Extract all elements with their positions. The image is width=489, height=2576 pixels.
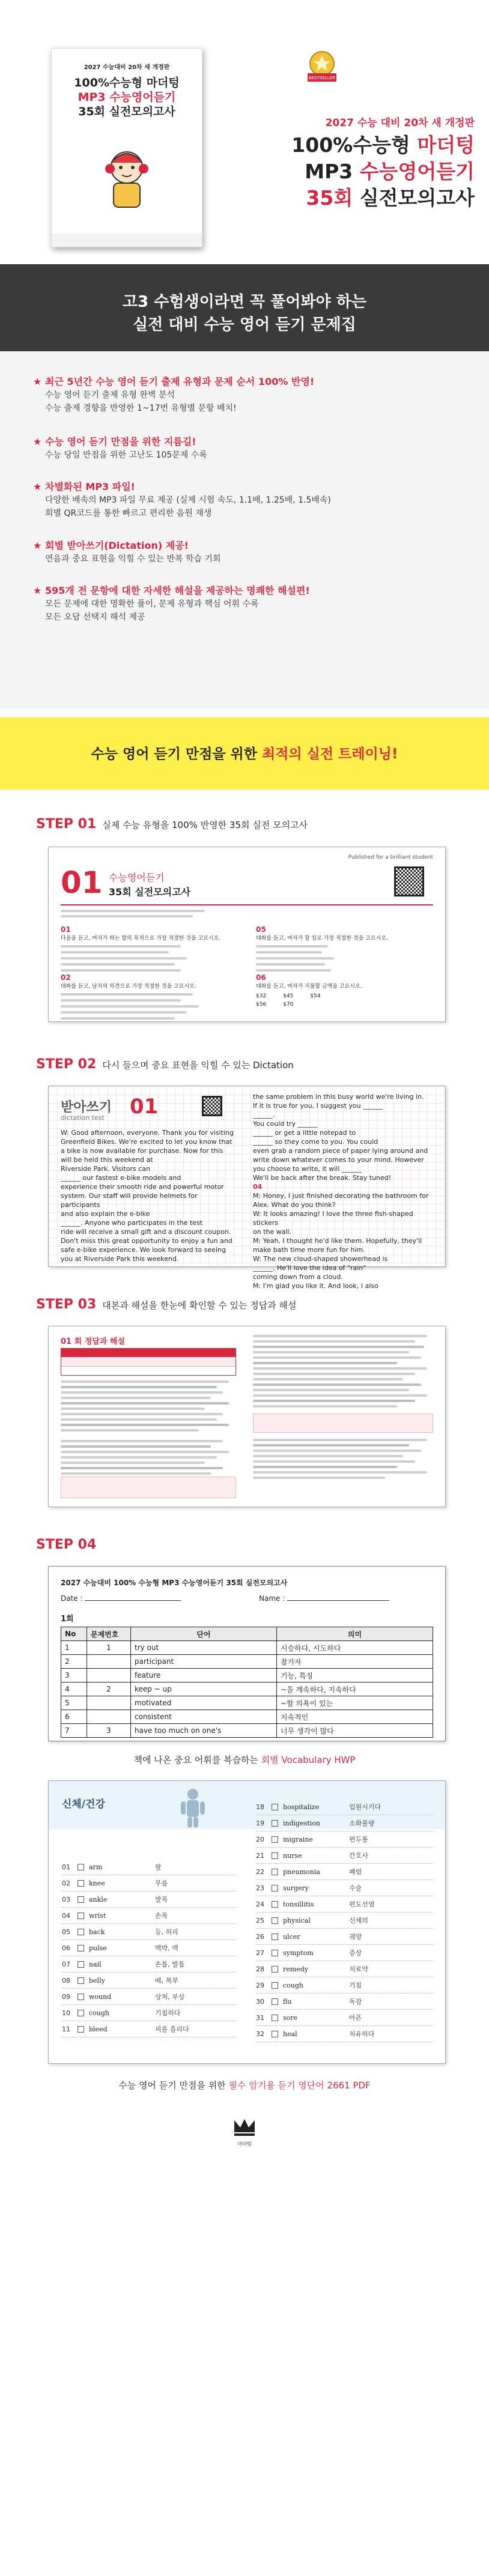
table-row: 5 motivated ~할 의욕이 있는: [61, 1696, 433, 1710]
wordlist-pdf-page: [48, 1780, 446, 2064]
step-text: 실제 수능 유형을 100% 반영한 35회 실전 모의고사: [102, 820, 308, 830]
step-heading: [36, 1057, 469, 1072]
table-row: 7 3 have too much on one's 너무 생각이 많다: [61, 1724, 433, 1738]
list-item: 06 pulse 맥박, 맥: [62, 1940, 236, 1956]
word-list-right: [256, 1799, 433, 2042]
intro-section: [0, 264, 489, 709]
list-item: 26 ulcer 궤양: [256, 1929, 433, 1945]
question-01: 01 다음을 듣고, 여자가 하는 말의 목적으로 가장 적절한 것을 고르시오.: [61, 925, 235, 972]
published-note: Published for a brilliant student: [348, 854, 433, 860]
list-item: 02 knee 무릎: [62, 1875, 236, 1891]
feature-item: [33, 480, 466, 520]
feature-title: ★ 회별 받아쓰기(Dictation) 제공!: [33, 539, 466, 552]
list-item: 08 belly 배, 복부: [62, 1973, 236, 1989]
dictation-right-column: the same problem in this busy world we're living in. If it is true for you, I suggest you ______ ______. You could try ______ ______ or get a little notepad to ______ so they come to you. You could even grab a random piece of paper lying around and write down whatever comes to your mind. However you choose to write, it will ______ We'll be back after the break. Stay tuned! 04 M: Honey, I just finished decorating the bathroom for Alex. What do you think? W: It looks amazing! I love the three fish-shaped stickers on the wall. M: Yeah, I thought he'd like them. Hopefully, they'll make bath time more fun for him. W: The new cloud-shaped showerhead is ______. He'll love the idea of "rain" coming down from a cloud. M: I'm glad you like it. And look, I also: [253, 1093, 429, 1290]
tagline-text: 수능 영어 듣기 만점을 위한 최적의 실전 트레이닝!: [91, 746, 398, 762]
pdf-category: 신체/건강: [62, 1798, 105, 1810]
bestseller-badge-icon: [306, 49, 338, 85]
dictation-number: 01: [130, 1095, 159, 1119]
date-field: Date :: [61, 1594, 181, 1603]
list-item: 21 nurse 간호사: [256, 1848, 433, 1864]
book-title-line2: MP3 수능영어듣기: [77, 91, 176, 104]
feature-desc: 회별 QR코드를 통한 빠르고 편리한 음원 재생: [45, 509, 212, 518]
word-list-left: [62, 1859, 236, 2037]
dictation-subtitle: dictation test: [61, 1114, 105, 1122]
list-item: 05 back 등, 허리: [62, 1924, 236, 1940]
question-06: 06 대화를 듣고, 여자가 지불할 금액을 고르시오. $32 $45 $54 $56 $70: [256, 973, 362, 1008]
feature-desc: 모든 문제에 대한 명확한 풀이, 문제 유형과 핵심 어휘 수록: [45, 599, 259, 609]
book-cover-image: [51, 48, 202, 247]
table-row: 4 2 keep ~ up ~을 계속하다, 지속하다: [61, 1683, 433, 1696]
banner-line1: 고3 수험생이라면 꼭 풀어봐야 하는: [123, 293, 366, 311]
feature-desc: 수능 영어 듣기 출제 유형 완벽 분석: [45, 390, 175, 400]
dictation-title: 받아쓰기: [61, 1100, 112, 1115]
answers-header: 01 회 정답과 해설: [61, 1337, 126, 1346]
table-row: 3 feature 기능, 특징: [61, 1669, 433, 1683]
banner-line2: 실전 대비 수능 영어 듣기 문제집: [133, 316, 356, 334]
list-item: 20 migraine 편두통: [256, 1831, 433, 1848]
feature-desc: 수능 당일 만점을 위한 고난도 105문제 수록: [45, 450, 207, 460]
book-title-line1: 100%수능형 마더텅: [74, 76, 180, 89]
hero-title: 100%수능형 마더텅 MP3 수능영어듣기 35회 실전모의고사: [291, 133, 475, 210]
qr-code-icon[interactable]: [202, 1096, 222, 1116]
step-number: STEP 02: [36, 1057, 97, 1072]
step-text: 다시 들으며 중요 표현을 익힐 수 있는 Dictation: [102, 1060, 294, 1071]
list-item: 10 cough 기침하다: [62, 2005, 236, 2021]
step-number: STEP 01: [36, 817, 97, 832]
question-05: 05 대화를 듣고, 여자가 할 일로 가장 적절한 것을 고르시오.: [256, 925, 430, 972]
qr-code-icon[interactable]: [394, 866, 424, 896]
explanation-left: [61, 1380, 235, 1480]
mascot-illustration: [97, 145, 157, 211]
step1-sample-page: [48, 847, 446, 1022]
list-item: 31 sore 아픈: [256, 2010, 433, 2026]
list-item: 18 hospitalize 입원시키다: [256, 1799, 433, 1815]
test-title-b: 35회 실전모의고사: [109, 886, 191, 898]
instructions: [61, 910, 211, 918]
list-item: 11 bleed 피를 흘리다: [62, 2021, 236, 2037]
feature-title: ★ 차별화된 MP3 파일!: [33, 480, 466, 494]
step-number: STEP 04: [36, 1537, 97, 1552]
list-item: 29 cough 기침: [256, 1977, 433, 1994]
list-item: 23 surgery 수술: [256, 1880, 433, 1896]
vocab-table: No 문제번호 단어 의미 1 1 try out 시승하다, 시도하다 2 participant 참가자 3 feature 기능, 특징 4 2 keep ~ up ~을 계속하다, 지속하다 5 motivated ~할 의욕이 있는 6 consistent 지속적인 7 3 have too much on one's 너무 생각이 많다: [61, 1627, 433, 1738]
feature-item: [33, 375, 466, 415]
test-number: 01: [61, 865, 103, 900]
list-item: 30 flu 독감: [256, 1994, 433, 2010]
feature-desc: 모든 오답 선택지 해석 제공: [45, 612, 145, 622]
step-number: STEP 03: [36, 1297, 97, 1312]
list-item: 03 ankle 발목: [62, 1891, 236, 1908]
table-row: 2 participant 참가자: [61, 1655, 433, 1669]
tagline-banner: [0, 718, 489, 790]
feature-item: [33, 584, 466, 624]
feature-desc: 연음과 중요 표현을 익힐 수 있는 반복 학습 기회: [45, 554, 221, 564]
step-heading: [36, 1297, 469, 1312]
vocab-caption: 책에 나온 중요 어휘를 복습하는 회별 Vocabulary HWP: [133, 1755, 356, 1765]
book-cover-footer: [52, 234, 202, 247]
step2-sample-page: [48, 1086, 446, 1290]
list-item: 22 pneumonia 폐렴: [256, 1864, 433, 1880]
feature-desc: 수능 출제 경향을 반영한 1~17번 유형별 문항 배치!: [45, 404, 237, 413]
explanation-right: [253, 1335, 433, 1479]
list-item: 27 symptom 증상: [256, 1945, 433, 1961]
feature-item: [33, 435, 466, 462]
round-label: 1회: [61, 1615, 74, 1624]
book-edition-tag: 2027 수능대비 20차 새 개정판: [84, 64, 170, 71]
body-figure-icon: [175, 1787, 211, 1829]
svg-text:BESTSELLER: BESTSELLER: [309, 76, 335, 80]
list-item: 19 indigestion 소화불량: [256, 1815, 433, 1831]
question-02: 02 대화를 듣고, 남자의 의견으로 가장 적절한 것을 고르시오.: [61, 973, 235, 1020]
feature-title: ★ 595개 전 문항에 대한 자세한 해설을 제공하는 명쾌한 해설편!: [33, 584, 466, 597]
list-item: 01 arm 팔: [62, 1859, 236, 1875]
list-item: 04 wrist 손목: [62, 1908, 236, 1924]
intro-banner: [0, 264, 489, 351]
list-item: 07 nail 손톱, 발톱: [62, 1956, 236, 1973]
step-heading: [36, 1537, 469, 1552]
step3-sample-page: [48, 1326, 446, 1507]
book-title-line3: 35회 실전모의고사: [78, 105, 175, 118]
step-text: 대본과 해설을 한눈에 확인할 수 있는 정답과 해설: [102, 1300, 297, 1311]
tip-box: [61, 1477, 236, 1498]
hero-subtitle: 2027 수능 대비 20차 새 개정판: [325, 117, 475, 129]
list-item: 25 physical 신체의: [256, 1912, 433, 1929]
list-item: 32 heal 치유하다: [256, 2026, 433, 2042]
pdf-caption: 수능 영어 듣기 만점을 위한 필수 암기용 듣기 영단어 2661 PDF: [118, 2080, 371, 2091]
dictation-left-column: W: Good afternoon, everyone. Thank you for visiting Greenfield Bikes. We're excited to let you know that a bike is now available for purchase. Now for this will be held this weekend at Riverside Park. Visitors can ______ our fastest e-bike models and experience their smooth ride and powerful motor system. Our staff will provide helmets for participants and also explain the e-bike ______. Anyone who participates in the test ride will receive a small gift and a discount coupon. Don't miss this great opportunity to enjoy a fun and safe e-bike experience. We look forward to seeing you at Riverside Park this weekend.: [61, 1129, 234, 1263]
vocab-doc-title: 2027 수능대비 100% 수능형 MP3 수능영어듣기 35회 실전모의고사: [61, 1579, 288, 1587]
publisher-logo-text: 마더텅: [237, 2141, 252, 2147]
divider: [61, 904, 433, 906]
step-heading: [36, 817, 469, 832]
table-row: 1 1 try out 시승하다, 시도하다: [61, 1641, 433, 1655]
list-item: 28 remedy 치료약: [256, 1961, 433, 1977]
test-title-a: 수능영어듣기: [109, 872, 165, 883]
hero-section: [0, 0, 489, 252]
publisher-logo-icon: [229, 2111, 260, 2141]
list-item: 09 wound 상처, 부상: [62, 1989, 236, 2005]
publisher-logo: [229, 2111, 260, 2147]
table-row: 6 consistent 지속적인: [61, 1710, 433, 1724]
feature-title: ★ 수능 영어 듣기 만점을 위한 지름길!: [33, 435, 466, 449]
answer-grid: [61, 1348, 236, 1376]
feature-desc: 다양한 배속의 MP3 파일 무료 제공 (실제 시험 속도, 1.1배, 1.25배, 1.5배속): [45, 495, 331, 505]
name-field: Name :: [259, 1594, 389, 1603]
vocabulary-hwp-page: [48, 1566, 446, 1741]
feature-title: ★ 최근 5년간 수능 영어 듣기 출제 유형과 문제 순서 100% 반영!: [33, 375, 466, 389]
feature-item: [33, 539, 466, 566]
list-item: 24 tonsillitis 편도선염: [256, 1896, 433, 1912]
